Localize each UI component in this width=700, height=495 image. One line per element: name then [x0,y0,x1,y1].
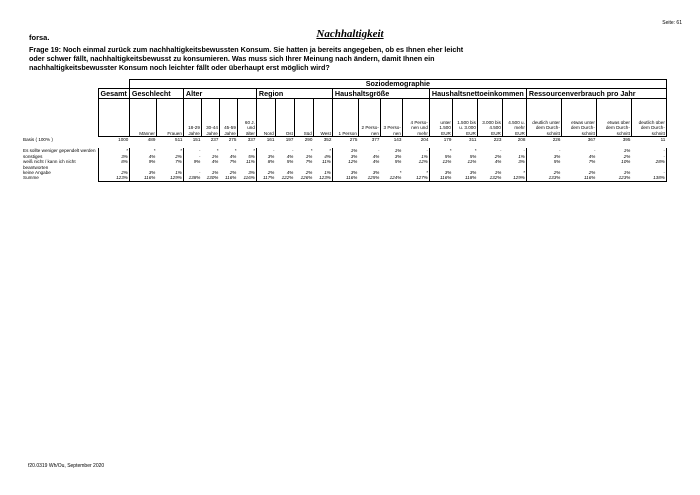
row-label: weiß nicht / kann ich nicht beantworten [23,159,76,170]
cell-value: 3% [148,170,156,176]
cell-value: 3% [237,170,256,175]
group-haushaltsnettoeinkommen: Haushaltsnettoeinkommen [429,89,526,99]
cell-value: 8% [267,159,275,165]
row-label: Summe [23,175,39,181]
column-header: 18-29 Jahre [183,99,201,137]
cell-value: 116% [219,175,237,181]
cell-value: 133% [526,175,561,181]
cell-value: 116% [429,175,452,181]
basis-value: 275 [228,137,237,142]
column-header: etwas unter dem Durch- schnitt [561,99,596,137]
cell-value: 117% [256,175,275,181]
basis-value: 161 [266,137,275,142]
footer-reference: f20.0319 Wh/Ou, September 2020 [28,463,105,469]
cell-value: - [377,148,380,154]
column-header: Männer [129,99,156,137]
cell-value: 3% [267,153,275,159]
table-row [22,175,666,181]
cell-value: 1% [623,170,631,176]
cell-value: 5% [394,159,402,165]
cell-value: 1% [313,170,332,175]
basis-value: 275 [349,137,358,142]
cell-value: 122% [275,175,294,181]
cell-value: - [502,148,526,153]
cell-value: - [593,148,596,154]
cell-value: 12% [348,159,358,165]
cell-value: 4% [313,154,332,159]
cell-value: 1% [211,170,219,176]
cell-value: * [216,148,219,154]
cell-value: 126% [294,175,313,181]
sozio-header: Soziodemographie [129,80,666,89]
column-header: 1 Person [332,99,358,137]
basis-value: 311 [469,137,477,142]
question-text: Frage 19: Noch einmal zurück zum nachhaltigkeitsbewussten Konsum. Sie hatten ja bereits angegeben, ob es Ihnen eher leicht oder schwer fällt, nachhaltigkeitsbewusst zu konsumieren. Was muss sich Ihrer Meinung nach ändern, damit Ihnen ein nachhaltigkeitsbewusster Konsum noch leichter fällt oder überhaupt erst möglich wird? [29,45,464,72]
cell-value: - [402,148,429,153]
cell-value: 116% [237,175,256,181]
cell-value: * [156,148,183,153]
cell-value: 2% [156,154,183,159]
cell-value: * [399,170,402,176]
column-header: 1.500 bis u. 3.000 EUR [452,99,477,137]
cell-value: 5% [444,153,452,159]
basis-value: 197 [285,137,294,142]
cell-value: 1% [402,154,429,159]
column-header: etwas über dem Durch- schnitt [596,99,631,137]
cell-value: 4% [286,153,294,159]
cell-value: * [449,148,452,154]
cell-value: 3% [350,170,358,176]
cell-value: 1% [156,170,183,175]
cell-value: - [558,148,561,154]
cell-value: 3% [98,154,129,159]
cell-value: 2% [305,170,313,176]
cell-value: 11% [237,159,256,170]
column-header: West [313,99,332,137]
basis-value: 337 [247,137,256,142]
column-header: 3 Perso- nen [380,99,402,137]
cell-value: - [198,148,201,154]
cell-value: - [499,148,502,154]
cell-value: 2% [98,170,129,175]
column-header: 4.500 u. mehr EUR [502,99,526,137]
cell-value: 5% [469,153,477,159]
gesamt-header-cell [98,99,129,137]
cell-value: 9% [148,159,156,165]
cell-value: * [402,170,429,175]
page-title: Nachhaltigkeit [316,28,384,40]
cell-value: 2% [267,170,275,176]
cell-value: 132% [477,175,502,181]
gesamt-header: Gesamt [98,89,129,99]
cell-value: * [98,148,129,153]
column-header: Nord [256,99,275,137]
basis-value: 352 [323,137,332,142]
column-header: 3.000 bis 4.500 EUR [477,99,502,137]
group-region: Region [256,89,332,99]
row-label: keine Angabe [23,170,51,176]
cell-value: 28% [631,159,666,170]
cell-value: * [234,148,237,154]
basis-value: 143 [393,137,402,142]
cell-value: 4% [588,153,596,159]
cell-value: 123% [313,175,332,181]
group-ressourcenverbrauch: Ressourcenverbrauch pro Jahr [526,89,666,99]
cell-value: 129% [156,175,183,181]
cell-value: 7% [305,159,313,165]
forsa-logo: forsa. [29,33,50,42]
cell-value: 116% [129,175,156,181]
cell-value: * [310,148,313,154]
basis-value: 290 [304,137,313,142]
column-header: Ost [275,99,294,137]
cell-value: 116% [332,175,358,181]
basis-value: 377 [371,137,380,142]
cell-value: - [198,170,201,176]
cell-value: 124% [380,175,402,181]
cell-value: 4% [286,170,294,176]
row-label: Basis ( 100% ) [23,136,53,142]
cell-value: - [631,148,666,153]
cell-value: 8% [98,159,129,170]
cell-value: 5% [237,154,256,159]
cell-value: 12% [402,159,429,170]
group-header-row [22,89,666,99]
column-header-row [22,99,666,137]
cell-value: 116% [561,175,596,181]
cell-value: 2% [494,153,502,159]
column-header: 2 Perso- nen [358,99,380,137]
basis-value: 1000 [118,137,129,142]
cell-value: 130% [201,175,219,181]
cell-value: 125% [358,175,380,181]
cell-value: * [474,148,477,154]
cell-value: 4% [494,159,502,165]
cell-value: 129% [502,175,526,181]
group-haushaltsgroesse: Haushaltsgröße [332,89,429,99]
cell-value: 4% [372,153,380,159]
cell-value: 1% [305,153,313,159]
cell-value: * [153,148,156,154]
column-header: Frauen [156,99,183,137]
cell-value: 2% [229,170,237,176]
cell-value: 7% [588,159,596,165]
group-geschlecht: Geschlecht [129,89,183,99]
cell-value: 1% [211,153,219,159]
cell-value: 118% [452,175,477,181]
cell-value: 138% [183,175,201,181]
cell-value: - [272,148,275,154]
result-table [22,79,667,182]
cell-value: 10% [621,159,631,165]
cell-value: 1% [502,154,526,159]
row-label: sonstiges [23,153,43,159]
cell-value: - [631,154,666,159]
page-number: Seite: 61 [662,20,682,26]
column-header: deutlich über dem Durch- schnitt [631,99,666,137]
cell-value: 123% [596,175,631,181]
cell-value: 3% [502,159,526,170]
column-header: 60 J. und älter [237,99,256,137]
cell-value: 5% [286,159,294,165]
column-header: deutlich unter dem Durch- schnitt [526,99,561,137]
basis-value: 226 [552,137,561,142]
cell-value: 11% [442,159,452,165]
basis-value: 511 [175,137,183,142]
row-label: Es sollte weniger gependelt werden [23,148,96,154]
cell-value: 3% [394,153,402,159]
data-rows [22,148,666,181]
basis-value: 204 [420,137,429,142]
cell-value: 5% [553,159,561,165]
cell-value: * [237,148,256,153]
cell-value: 138% [631,175,666,181]
cell-value: 3% [469,170,477,176]
cell-value: 9% [193,159,201,165]
cell-value: - [631,170,666,175]
cell-value: 3% [444,170,452,176]
cell-value: 3% [553,153,561,159]
cell-value: 1% [394,148,402,154]
basis-value: 223 [493,137,502,142]
cell-value: 4% [229,153,237,159]
cell-value: 1% [623,148,631,154]
cell-value: 123% [98,175,129,181]
cell-value: 4% [372,159,380,165]
column-header: Süd [294,99,313,137]
cell-value: 1% [350,148,358,154]
cell-value: 4% [148,153,156,159]
table-row [22,159,666,170]
cell-value: 11% [467,159,477,165]
cell-value: - [291,148,294,154]
basis-value: 11 [660,137,666,142]
cell-value: 2% [623,153,631,159]
basis-value: 208 [517,137,526,142]
cell-value: 7% [229,159,237,165]
group-alter: Alter [183,89,256,99]
basis-value: 489 [147,137,156,142]
cell-value: 2% [588,170,596,176]
basis-value: 151 [192,137,201,142]
cell-value: 1% [494,170,502,176]
column-header: 45-59 Jahre [219,99,237,137]
cell-value: 7% [156,159,183,170]
basis-value: 395 [622,137,631,142]
column-header: unter 1.500 EUR [429,99,452,137]
sozio-header-row [22,80,666,89]
basis-value: 237 [210,137,219,142]
cell-value: 3% [372,170,380,176]
cell-value: 2% [553,170,561,176]
cell-value: - [198,153,201,159]
cell-value: 127% [402,175,429,181]
cell-value: 11% [313,159,332,170]
basis-value: 367 [587,137,596,142]
cell-value: * [502,170,526,175]
cell-value: 3% [350,153,358,159]
column-header: 4 Perso- nen und mehr [402,99,429,137]
cell-value: * [313,148,332,153]
column-header: 30-44 Jahre [201,99,219,137]
basis-value: 179 [443,137,452,142]
cell-value: 4% [211,159,219,165]
